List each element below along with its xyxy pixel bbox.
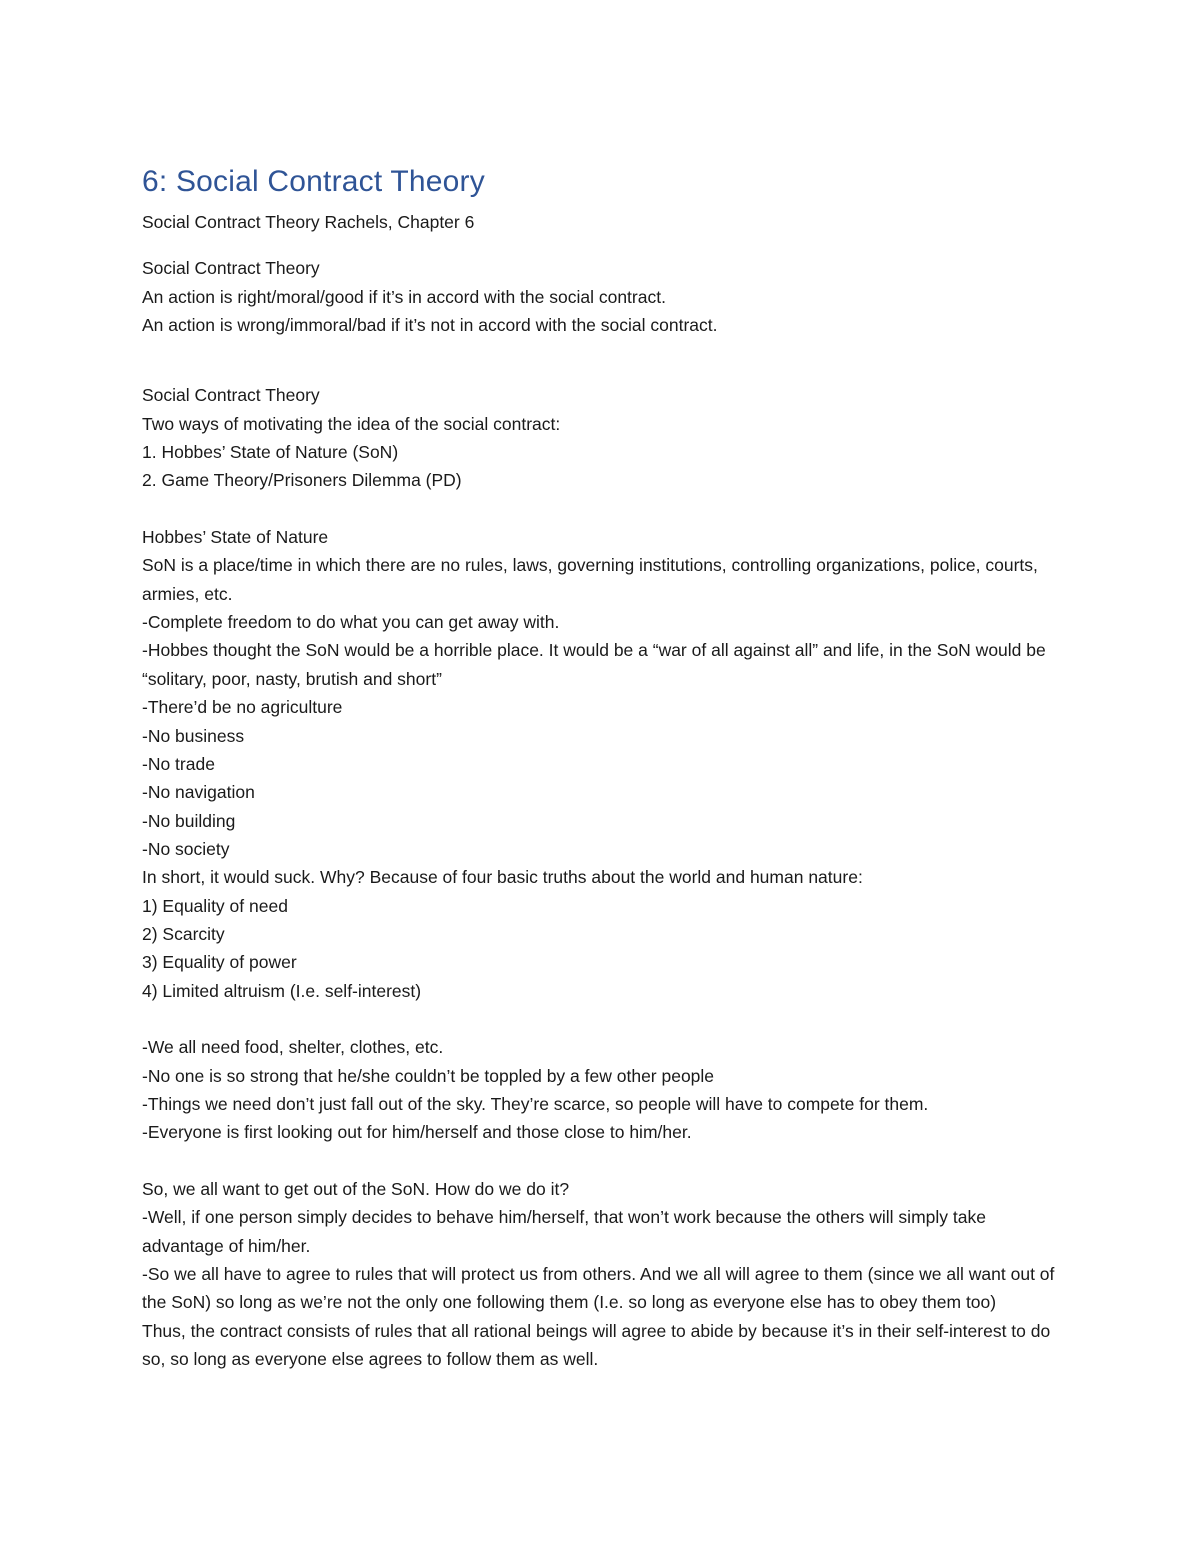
paragraph-line: In short, it would suck. Why? Because of four basic truths about the world and human nature: <box>142 867 863 888</box>
section-explanations <box>142 1033 1062 1146</box>
list-item: -No trade <box>142 753 215 774</box>
section-state-of-nature <box>142 523 1062 1005</box>
paragraph-line: An action is wrong/immoral/bad if it’s not in accord with the social contract. <box>142 315 718 336</box>
list-item: -We all need food, shelter, clothes, etc. <box>142 1037 444 1058</box>
list-item: 2) Scarcity <box>142 923 225 944</box>
paragraph-line: An action is right/moral/good if it’s in accord with the social contract. <box>142 286 666 307</box>
list-item: 1) Equality of need <box>142 895 288 916</box>
paragraph-line: -Hobbes thought the SoN would be a horrible place. It would be a “war of all against all” and life, in the SoN would be “solitary, poor, nasty, brutish and short” <box>142 640 1046 689</box>
section-motivation <box>142 381 1062 494</box>
paragraph-line: -So we all have to agree to rules that will protect us from others. And we all will agree to them (since we all want out of the SoN) so long as we’re not the only one following them (I.e. so long as everyone else has to obey them too) <box>142 1264 1055 1313</box>
list-item: -No business <box>142 725 245 746</box>
document-subtitle: Social Contract Theory Rachels, Chapter 6 <box>142 212 475 232</box>
spacer <box>142 1147 1062 1175</box>
list-item: 4) Limited altruism (I.e. self-interest) <box>142 980 422 1001</box>
list-item: -There’d be no agriculture <box>142 697 343 718</box>
list-item: 3) Equality of power <box>142 952 297 973</box>
list-item: -No navigation <box>142 782 255 803</box>
list-item: -Everyone is first looking out for him/herself and those close to him/her. <box>142 1122 692 1143</box>
paragraph-line: -Complete freedom to do what you can get away with. <box>142 612 560 633</box>
document-body <box>142 160 1062 1373</box>
paragraph-line: -Well, if one person simply decides to behave him/herself, that won’t work because the others will simply take advantage of him/her. <box>142 1207 986 1256</box>
document-title: 6: Social Contract Theory <box>142 165 485 198</box>
paragraph-line: Two ways of motivating the idea of the social contract: <box>142 413 561 434</box>
section-conclusion <box>142 1175 1062 1373</box>
list-item: 1. Hobbes’ State of Nature (SoN) <box>142 442 399 463</box>
list-item: -No one is so strong that he/she couldn’t be toppled by a few other people <box>142 1065 715 1086</box>
section-heading: Social Contract Theory <box>142 385 320 406</box>
paragraph-line: SoN is a place/time in which there are no rules, laws, governing institutions, controlling organizations, police, courts, armies, etc. <box>142 555 1038 604</box>
spacer <box>142 1005 1062 1033</box>
list-item: -Things we need don’t just fall out of the sky. They’re scarce, so people will have to compete for them. <box>142 1093 929 1114</box>
list-item: 2. Game Theory/Prisoners Dilemma (PD) <box>142 470 462 491</box>
section-heading: Hobbes’ State of Nature <box>142 527 329 548</box>
paragraph-line: So, we all want to get out of the SoN. How do we do it? <box>142 1179 570 1199</box>
section-heading: Social Contract Theory <box>142 258 320 279</box>
list-item: -No society <box>142 838 230 859</box>
list-item: -No building <box>142 810 236 831</box>
spacer <box>142 339 1062 381</box>
paragraph-line: Thus, the contract consists of rules that all rational beings will agree to abide by because it’s in their self-interest to do so, so long as everyone else agrees to follow them as well. <box>142 1320 1051 1370</box>
spacer <box>142 495 1062 523</box>
section-definition <box>142 254 1062 339</box>
